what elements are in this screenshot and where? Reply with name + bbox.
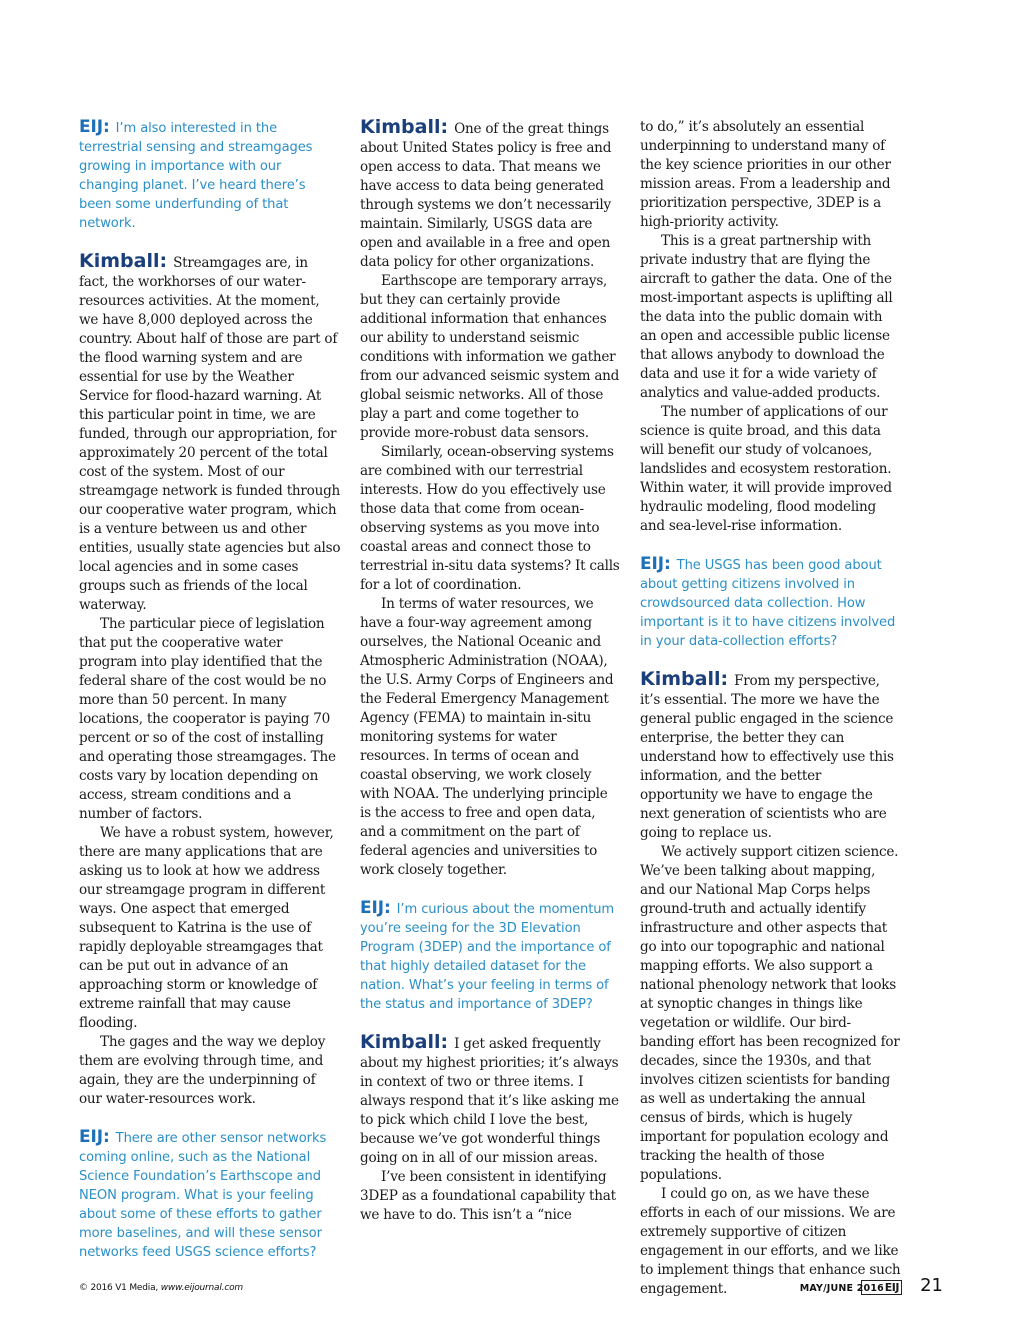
answer-paragraph: This is a great partnership with private industry that are flying the aircraft to gather the data. One of the most-important aspects is uplifting all the data into the public domain with an open and accessible public license that allows anybody to download the data and use it for a wide variety of analytics and value-added products. [640, 233, 893, 401]
speaker-label: Kimball: [360, 116, 449, 138]
speaker-label: EIJ: [79, 1127, 110, 1147]
answer-paragraph [640, 1185, 902, 1299]
column-3 [640, 118, 902, 1299]
question-text: I’m curious about the momentum you’re seeing for the 3D Elevation Program (3DEP) and the importance of that highly detailed dataset for the nation. What’s your feeling in terms of the status and importance of 3DEP? [360, 902, 615, 1012]
answer-1 [79, 252, 341, 1109]
column-1 [79, 118, 341, 1262]
answer-paragraph: One of the great things about United States policy is free and open access to data. That means we have access to data being generated through systems we don’t necessarily maintain. Similarly, USGS data are open and available in a free and open data policy for other organizations. [360, 121, 612, 270]
speaker-label: Kimball: [360, 1031, 449, 1053]
answer-paragraph: The number of applications of our science is quite broad, and this data will benefit our study of volcanoes, landslides and ecosystem restoration. Within water, it will provide improved hydraulic modeling, flood modeling and sea-level-rise information. [640, 404, 892, 534]
speaker-label: Kimball: [640, 668, 729, 690]
answer-2 [360, 118, 622, 880]
copyright-text: © 2016 V1 Media, [79, 1283, 159, 1293]
answer-paragraph: Earthscope are temporary arrays, but they can certainly provide additional information that enhances our ability to understand seismic conditions with information we gather from our advanced seismic system and global seismic networks. All of those play a part and come together to provide more-robust data sensors. [360, 273, 620, 441]
answer-3-continued [640, 118, 902, 536]
answer-paragraph: The particular piece of legislation that put the cooperative water program into play identified that the federal share of the cost would be no more than 50 percent. In many locations, the cooperator is paying 70 percent or so of the cost of installing and operating those streamgages. The costs vary by location depending on access, stream conditions and a number of factors. [79, 616, 336, 822]
answer-paragraph: From my perspective, it’s essential. The more we have the general public engaged in the science enterprise, the better they can understand how to effectively use this information, and the better opportunity we have to engage the next generation of scientists who are going to replace us. [640, 673, 894, 841]
column-2 [360, 118, 622, 1225]
answer-paragraph: In terms of water resources, we have a four-way agreement among ourselves, the National Oceanic and Atmospheric Administration (NOAA), the U.S. Army Corps of Engineers and the Federal Emergency Management Agency (FEMA) to maintain in-situ monitoring systems for water resources. In terms of ocean and coastal observing, we work closely with NOAA. The underlying principle is the access to free and open data, and a commitment on the part of federal agencies and universities to work closely together. [360, 596, 614, 878]
answer-3 [360, 1033, 622, 1225]
answer-4 [640, 670, 902, 1299]
end-mark-icon: EIJ [861, 1280, 902, 1295]
answer-paragraph: I’ve been consistent in identifying 3DEP as a foundational capability that we have to do. This isn’t a “nice [360, 1169, 616, 1223]
speaker-label: Kimball: [79, 250, 168, 272]
answer-paragraph: We have a robust system, however, there are many applications that are asking us to look at how we address our streamgage program in different ways. One aspect that emerged subsequent to Katrina is the use of rapidly deployable streamgages that can be put out in advance of an approaching storm or knowledge of extreme rainfall that may cause flooding. [79, 825, 334, 1031]
page-number: 21 [920, 1275, 943, 1296]
footer-issue: MAY/JUNE 2016 [799, 1283, 884, 1294]
answer-closing-text: I could go on, as we have these efforts in each of our missions. We are extremely supportive of citizen engagement in our efforts, and we like to implement things that enhance such engagement. [640, 1186, 901, 1297]
answer-paragraph: Similarly, ocean-observing systems are combined with our terrestrial interests. How do you effectively use those data that come from ocean-observing systems as you move into coastal areas and connect those to terrestrial in-situ data systems? It calls for a lot of coordination. [360, 444, 620, 593]
question-2 [79, 1128, 341, 1262]
question-text: I’m also interested in the terrestrial sensing and streamgages growing in importance with our changing planet. I’ve heard there’s been some underfunding of that network. [79, 121, 313, 231]
speaker-label: EIJ: [79, 117, 110, 137]
question-4 [640, 555, 902, 651]
question-1 [79, 118, 341, 233]
footer-url-link[interactable]: www.eijournal.com [160, 1283, 243, 1293]
speaker-label: EIJ: [640, 554, 671, 574]
question-3 [360, 899, 622, 1014]
footer-copyright [79, 1283, 243, 1293]
answer-paragraph: to do,” it’s absolutely an essential underpinning to understand many of the key science priorities in our other mission areas. From a leadership and prioritization perspective, 3DEP is a high-priority activity. [640, 119, 891, 230]
answer-paragraph: The gages and the way we deploy them are evolving through time, and again, they are the underpinning of our water-resources work. [79, 1034, 326, 1107]
answer-paragraph: I get asked frequently about my highest priorities; it’s always in context of two or three items. I always respond that it’s like asking me to pick which child I love the best, because we’ve got wonderful things going on in all of our mission areas. [360, 1036, 619, 1166]
question-text: There are other sensor networks coming online, such as the National Science Foundation’s Earthscope and NEON program. What is your feeling about some of these efforts to gather more baselines, and will these sensor networks feed USGS science efforts? [79, 1131, 327, 1260]
answer-paragraph: We actively support citizen science. We’ve been talking about mapping, and our National Map Corps helps ground-truth and actually identify infrastructure and other aspects that go into our topographic and national mapping efforts. We also support a national phenology network that looks at synoptic changes in things like vegetation or wildlife. Our bird-banding effort has been recognized for decades, since the 1930s, and that involves citizen scientists for banding as well as undertaking the annual census of birds, which is hugely important for population ecology and tracking the health of those populations. [640, 844, 900, 1183]
question-text: The USGS has been good about about getting citizens involved in crowdsourced data collection. How important is it to have citizens involved in your data-collection efforts? [640, 558, 896, 649]
speaker-label: EIJ: [360, 898, 391, 918]
answer-paragraph: Streamgages are, in fact, the workhorses of our water-resources activities. At the moment, we have 8,000 deployed across the country. About half of those are part of the flood warning system and are essential for use by the Weather Service for flood-hazard warning. At this particular point in time, we are funded, through our appropriation, for approximately 20 percent of the total cost of the system. Most of our streamgage network is funded through our cooperative water program, which is a venture between us and other entities, usually state agencies but also local agencies and in some cases groups such as friends of the local waterway. [79, 255, 341, 613]
